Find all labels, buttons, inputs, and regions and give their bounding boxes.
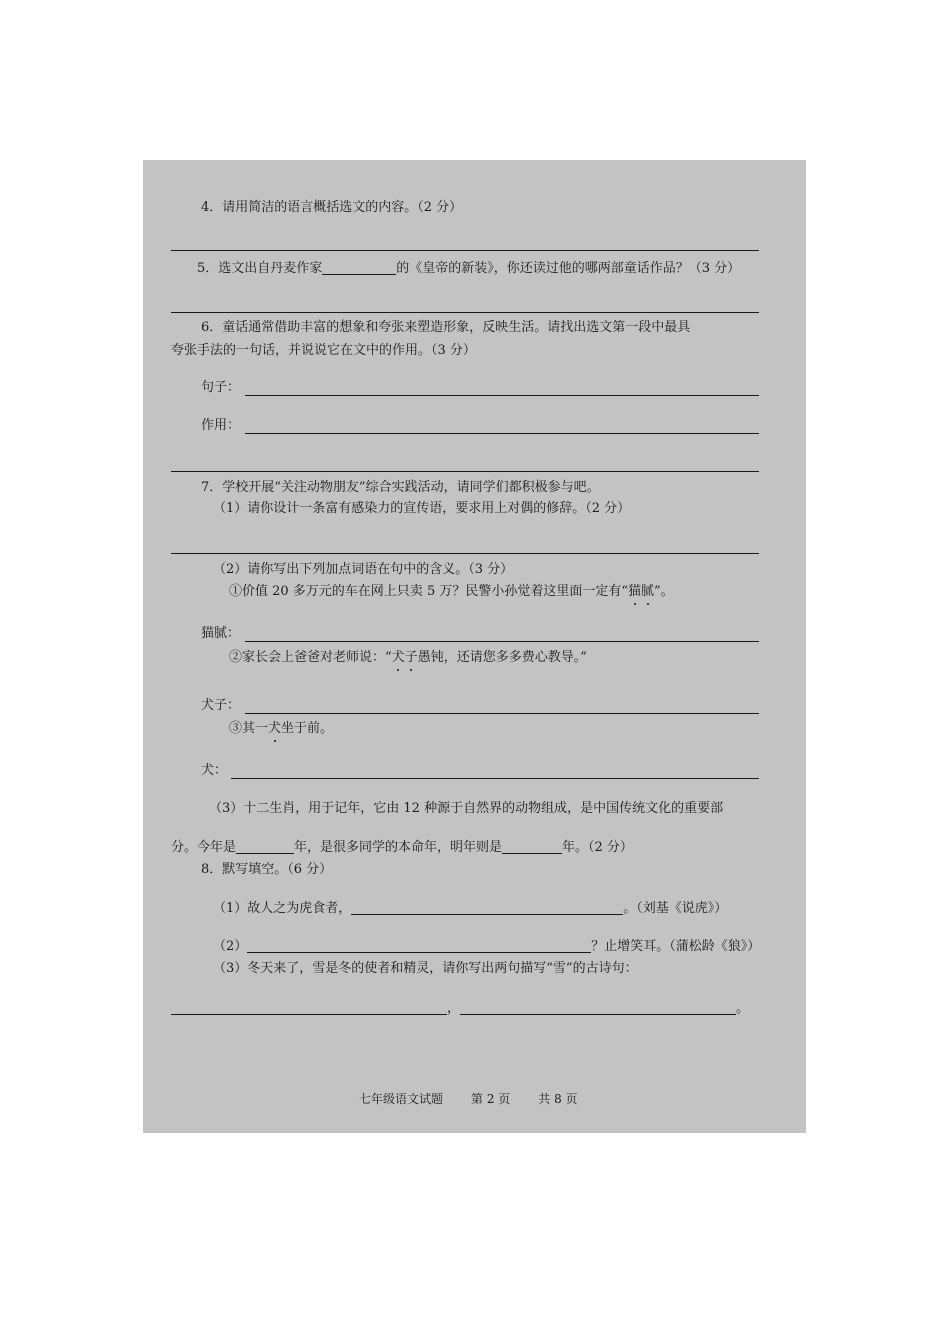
blank-this-year[interactable]: [236, 839, 294, 854]
answer-line-q5[interactable]: [171, 312, 759, 313]
example-2: ②家长会上爸爸对老师说：“犬子愚钝，还请您多多费心教导。”: [229, 650, 587, 665]
answer-line-maoni[interactable]: [245, 641, 759, 642]
answer-line-quanzi[interactable]: [245, 713, 759, 714]
question-8-s1: （1）故人之为虎食者， 。（刘基《说虎》）: [213, 901, 728, 916]
blank-author[interactable]: [322, 260, 396, 275]
question-8-s2: （2） ？止增笑耳。（蒲松龄《狼》）: [213, 939, 761, 954]
question-7-part3-line2: 分。今年是 年，是很多同学的本命年，明年则是 年。（2 分）: [171, 840, 633, 855]
sentence-label: 句子：: [201, 380, 241, 395]
answer-line-role-2[interactable]: [171, 471, 759, 472]
footer-page: 第 2 页: [471, 1092, 511, 1106]
question-7-part1: （1）请你设计一条富有感染力的宣传语，要求用上对偶的修辞。（2 分）: [213, 501, 631, 516]
question-6-line1: 6．童话通常借助丰富的想象和夸张来塑造形象，反映生活。请找出选文第一段中最具: [201, 320, 691, 335]
exam-page: [143, 160, 806, 1133]
example-1: ①价值 20 多万元的车在网上只卖 5 万？民警小孙觉着这里面一定有“猫腻”。: [229, 584, 674, 599]
question-7-part3-line1: （3）十二生肖，用于记年，它由 12 种源于自然界的动物组成，是中国传统文化的重要部: [209, 801, 724, 816]
answer-line-quan[interactable]: [231, 778, 759, 779]
answer-line-q4[interactable]: [171, 250, 759, 251]
quanzi-label: 犬子：: [201, 698, 241, 713]
blank-s2[interactable]: [247, 938, 591, 953]
question-7-part2: （2）请你写出下列加点词语在句中的含义。（3 分）: [213, 562, 514, 577]
blank-poem-2[interactable]: [460, 1000, 736, 1015]
question-8-s3: （3）冬天来了，雪是冬的使者和精灵，请你写出两句描写“雪”的古诗句：: [213, 961, 638, 976]
question-8-poem-lines: ， 。: [171, 1000, 749, 1017]
footer-subject: 七年级语文试题: [359, 1092, 444, 1106]
blank-s1[interactable]: [351, 900, 623, 915]
blank-next-year[interactable]: [502, 839, 562, 854]
question-4: 4．请用简洁的语言概括选文的内容。（2 分）: [201, 200, 463, 215]
question-7-intro: 7．学校开展“关注动物朋友”综合实践活动，请同学们都积极参与吧。: [201, 480, 600, 495]
answer-line-role[interactable]: [245, 433, 759, 434]
answer-line-slogan[interactable]: [171, 553, 759, 554]
dotted-word: 犬: [268, 721, 282, 736]
maoni-label: 猫腻：: [201, 626, 241, 641]
quan-label: 犬：: [201, 763, 228, 778]
footer-total: 共 8 页: [538, 1092, 578, 1106]
role-label: 作用：: [201, 418, 241, 433]
question-6-line2: 夸张手法的一句话，并说说它在文中的作用。（3 分）: [171, 343, 476, 358]
page-footer: [359, 1090, 606, 1107]
dotted-word: 子: [404, 650, 418, 665]
dotted-word: 犬: [391, 650, 405, 665]
blank-poem-1[interactable]: [171, 1000, 447, 1015]
example-3: ③其一犬坐于前。: [229, 721, 334, 736]
question-8-title: 8．默写填空。（6 分）: [201, 862, 333, 877]
question-5: 5．选文出自丹麦作家 的《皇帝的新装》，你还读过他的哪两部童话作品？（3 分）: [197, 261, 741, 276]
dotted-word: 猫: [628, 584, 642, 599]
dotted-word: 腻: [641, 584, 655, 599]
answer-line-sentence[interactable]: [245, 395, 759, 396]
